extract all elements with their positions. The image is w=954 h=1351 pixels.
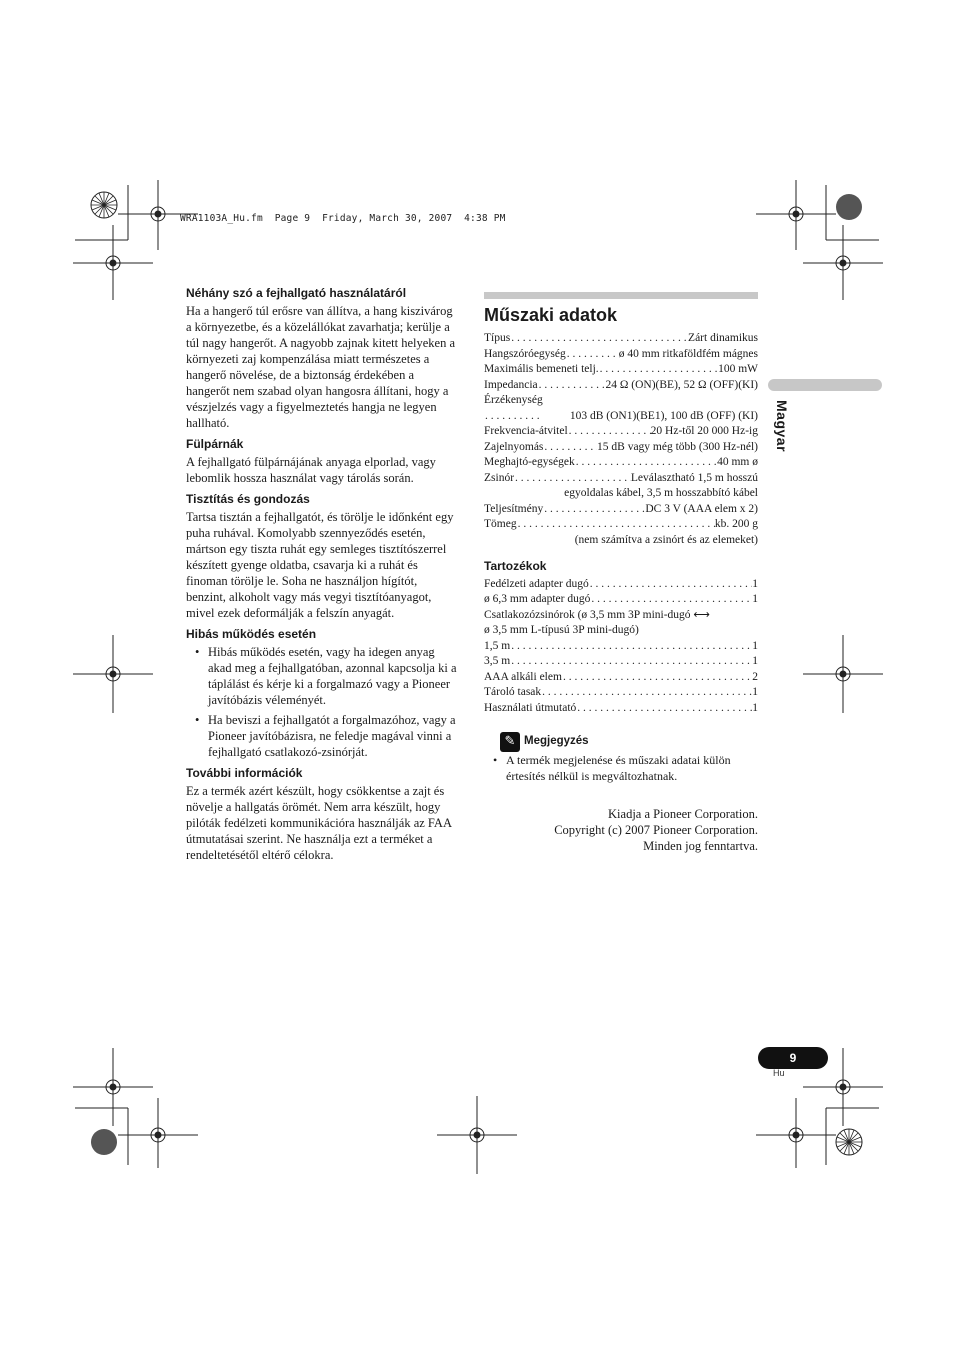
spec-value: Leválasztható 1,5 m hosszú	[630, 471, 758, 484]
spec-label: 1,5 m	[484, 639, 511, 652]
dot-leader	[590, 592, 752, 608]
section-body: Ez a termék azért készült, hogy csökkentse a zajt és növelje a hallgatás örömét. Nem arra készült, hogy pilóták fedélzeti kommunikációra használják az FAA útmutatásai szerint. Ne használja ezt a terméket a rendeltetésétől eltérő célokra.	[186, 784, 452, 862]
bullet-list	[186, 644, 460, 760]
spec-row	[484, 440, 758, 456]
dot-leader	[589, 577, 753, 593]
spec-label: Frekvencia-átvitel	[484, 425, 568, 437]
spec-row	[484, 577, 758, 593]
section-heading: További információk	[186, 766, 303, 780]
note-header	[500, 732, 758, 752]
spec-list	[484, 331, 758, 854]
title-rule	[484, 292, 758, 299]
pencil-icon: ✎	[500, 732, 520, 752]
credits	[484, 806, 758, 854]
spec-value: 40 mm ø	[717, 456, 758, 468]
section-more-info	[186, 766, 460, 863]
spec-row	[484, 471, 758, 487]
spec-label: Tömeg	[484, 518, 517, 530]
spec-value: 1	[752, 701, 758, 714]
list-item: • A termék megjelenése és műszaki adatai külön értesítés nélkül is megváltozhatnak.	[484, 752, 758, 784]
section-earpads	[186, 437, 460, 486]
right-column	[484, 292, 758, 854]
dot-leader	[510, 331, 688, 347]
credit-line: Minden jog fenntartva.	[643, 839, 758, 853]
dot-leader	[568, 424, 651, 440]
spec-value: kb. 200 g	[714, 518, 758, 530]
spec-label: Típus	[484, 332, 511, 344]
spec-row	[484, 685, 758, 701]
spec-value: 1	[752, 577, 758, 590]
credit-line: Kiadja a Pioneer Corporation.	[608, 807, 758, 821]
spec-value: ø 40 mm ritkaföldfém mágnes	[618, 347, 758, 360]
language-tab-bar	[768, 379, 882, 391]
dot-leader	[575, 455, 717, 471]
spec-row	[484, 409, 758, 425]
spec-value: 1	[752, 686, 758, 698]
note-list	[484, 752, 758, 784]
list-item: • Ha beviszi a fejhallgatót a forgalmazóhoz, vagy a Pioneer javítóbázisra, ne feledje magával vinni a fejhallgató csatlakozó-zsinórját.	[186, 712, 460, 760]
spec-continuation: egyoldalas kábel, 3,5 m hosszabbító kábel	[564, 487, 758, 499]
section-heading: Néhány szó a fejhallgató használatáról	[186, 286, 407, 300]
spec-value: 1	[752, 593, 758, 605]
spec-row	[484, 517, 758, 533]
spec-row	[484, 639, 758, 655]
spec-value: 1	[752, 639, 758, 652]
note-heading: Megjegyzés	[524, 735, 589, 748]
dot-leader	[517, 517, 715, 533]
spec-value: 24 Ω (ON)(BE), 52 Ω (OFF)(KI)	[605, 378, 758, 391]
spec-label: AAA alkáli elem	[484, 670, 562, 683]
dot-leader	[576, 701, 752, 717]
spec-value: Zárt dinamikus	[688, 332, 758, 344]
credit-line: Copyright (c) 2007 Pioneer Corporation.	[554, 823, 758, 837]
spec-row	[484, 362, 758, 378]
dot-leader	[541, 685, 752, 701]
section-body: A fejhallgató fülpárnájának anyaga elporlad, vagy lebomlik hossza használat vagy tárolás során.	[186, 455, 436, 485]
section-heading: Hibás működés esetén	[186, 627, 317, 641]
spec-row	[484, 347, 758, 363]
list-item: • Hibás működés esetén, vagy ha idegen anyag akad meg a fejhallgatóban, azonnal kapcsolja ki a táplálást és kérje ki a forgalmazó vagy a Pioneer javítóbázis véleményét.	[186, 644, 460, 708]
spec-note: (nem számítva a zsinórt és az elemeket)	[574, 533, 758, 546]
spec-label: Maximális bemeneti telj.	[484, 363, 599, 375]
language-tab	[770, 400, 792, 470]
spec-label: Teljesítmény	[484, 502, 544, 515]
spec-label: Fedélzeti adapter dugó	[484, 577, 589, 590]
spec-row	[484, 592, 758, 608]
language-label: Magyar	[774, 400, 790, 453]
spec-label: Impedancia	[484, 378, 538, 391]
dot-leader	[510, 654, 752, 670]
dot-leader	[538, 378, 606, 394]
page-number: 9	[758, 1047, 828, 1069]
spec-label: Meghajtó-egységek	[484, 456, 575, 468]
accessories-heading: Tartozékok	[484, 559, 547, 573]
dot-leader	[562, 670, 752, 686]
spec-row	[484, 455, 758, 471]
dot-leader	[543, 502, 645, 518]
spec-label: ø 6,3 mm adapter dugó	[484, 593, 591, 605]
dot-leader	[514, 471, 631, 487]
section-malfunction	[186, 627, 460, 760]
page-title: Műszaki adatok	[484, 305, 618, 325]
spec-label: 3,5 m	[484, 655, 511, 667]
left-column	[186, 286, 460, 869]
spec-label: Tároló tasak	[484, 686, 542, 698]
section-cleaning	[186, 492, 460, 621]
file-stamp: WRA1103A_Hu.fm Page 9 Friday, March 30, 2007 4:38 PM	[180, 213, 506, 224]
spec-label: Hangszóróegység	[484, 347, 566, 360]
spec-value: 15 dB vagy még több (300 Hz-nél)	[597, 440, 758, 453]
page-language-code: Hu	[773, 1068, 785, 1078]
dot-leader	[510, 639, 752, 655]
spec-label: Zajelnyomás	[484, 440, 544, 453]
spec-label: Csatlakozózsinórok (ø 3,5 mm 3P mini-dugó ⟷	[484, 608, 710, 621]
spec-row	[484, 502, 758, 518]
spec-value: 20 Hz-től 20 000 Hz-ig	[650, 425, 758, 437]
dot-leader	[599, 362, 718, 378]
spec-label: Használati útmutató	[484, 701, 577, 714]
section-heading: Fülpárnák	[186, 437, 244, 451]
spec-value: 103 dB (ON1)(BE1), 100 dB (OFF) (KI)	[569, 409, 758, 422]
spec-row	[484, 670, 758, 686]
spec-label: Érzékenység	[484, 394, 543, 406]
spec-row	[484, 654, 758, 670]
spec-row	[484, 331, 758, 347]
section-body: Ha a hangerő túl erősre van állítva, a hang kiszivárog a környezetbe, és a közelállókat zavarhatja; kerülje a túl nagy hangerőt. A nagyobb zajnak kitett helyeken a környezeti zaj kompenzálása miatt természetes a hangerő növelése, de a biztonság érdekében a hangerőt nem szabad olyan hangosra állítani, hogy a vészjelzés vagy a figyelmeztetés hangja ne legyen hallható.	[186, 304, 456, 430]
spec-value: 2	[752, 670, 758, 683]
spec-row	[484, 424, 758, 440]
spec-row	[484, 378, 758, 394]
section-heading: Tisztítás és gondozás	[186, 492, 310, 506]
section-body: Tartsa tisztán a fejhallgatót, és törölje le időnként egy puha ruhával. Komolyabb szennyeződés esetén, mártson egy tiszta ruhát egy semleges tisztítószerrel készített gyenge oldatba, csavarja ki a ruhát és finoman törölje le. Soha ne használjon hígítót, benzint, alkoholt vagy más vegyi tisztítóanyagot, mivel ezek deformálják a felszín anyagát.	[186, 510, 454, 620]
spec-label: Zsinór	[484, 471, 515, 484]
section-usage	[186, 286, 460, 431]
spec-value: 1	[752, 655, 758, 667]
spec-value: DC 3 V (AAA elem x 2)	[645, 502, 758, 515]
dot-leader	[543, 440, 597, 456]
spec-value: 100 mW	[718, 363, 758, 375]
spec-label: ø 3,5 mm L-típusú 3P mini-dugó)	[484, 624, 639, 636]
spec-row	[484, 701, 758, 717]
dot-leader	[566, 347, 619, 363]
